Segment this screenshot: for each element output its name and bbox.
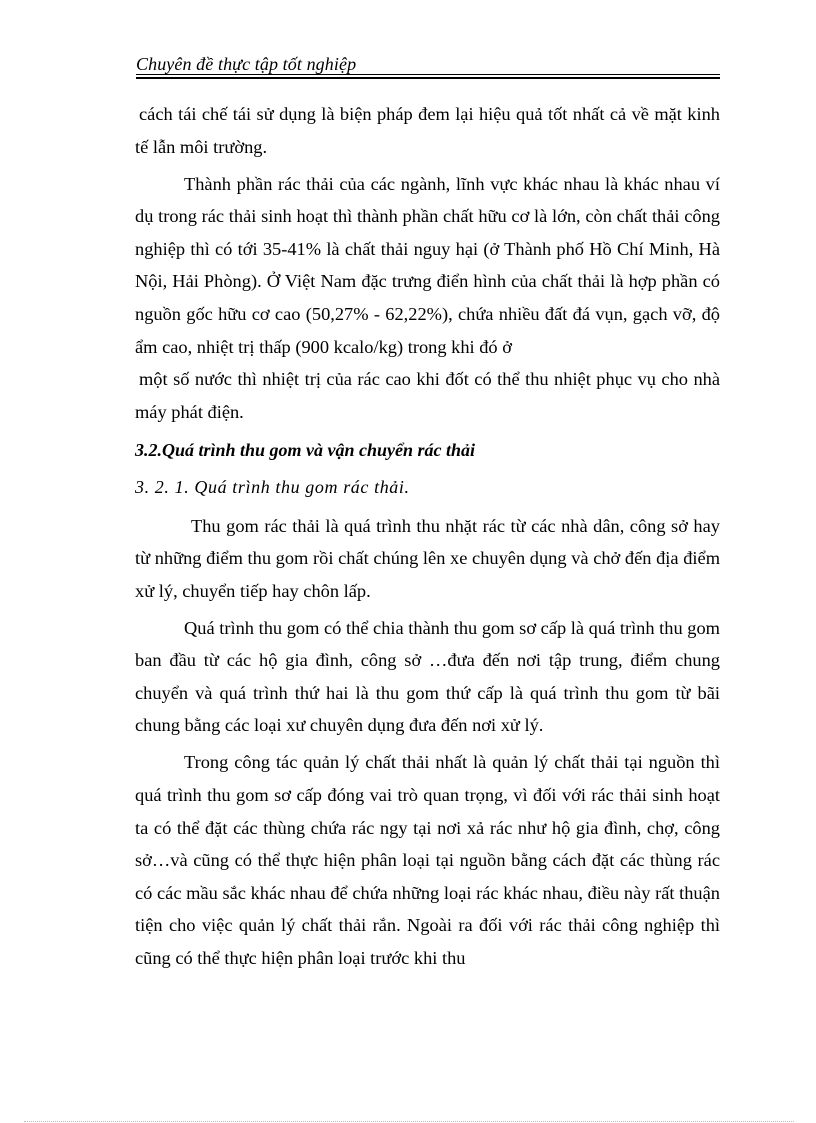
paragraph-3: Thu gom rác thải là quá trình thu nhặt rác từ các nhà dân, công sở hay từ những điểm thu gom rồi chất chúng lên xe chuyên dụng và chở đến địa điểm xử lý, chuyển tiếp hay chôn lấp. xyxy=(135,515,720,601)
paragraph-2-continued: một số nước thì nhiệt trị của rác cao khi đốt có thể thu nhiệt phục vụ cho nhà máy phát điện. xyxy=(135,369,720,422)
header-title: Chuyên đề thực tập tốt nghiệp xyxy=(136,54,357,74)
section-heading: 3.2.Quá trình thu gom và vận chuyển rác thải xyxy=(135,440,476,461)
document-body xyxy=(135,98,720,979)
sub-heading: 3. 2. 1. Quá trình thu gom rác thải. xyxy=(135,476,410,497)
paragraph-4: Quá trình thu gom có thể chia thành thu gom sơ cấp là quá trình thu gom ban đầu từ các hộ gia đình, công sở …đưa đến nơi tập trung, điểm chung chuyển và quá trình thứ hai là thu gom thứ cấp là quá trình thu gom từ bãi chung bằng các loại xư chuyên dụng đưa đến nơi xử lý. xyxy=(135,617,720,736)
page-header xyxy=(136,54,720,78)
paragraph-2: Thành phần rác thải của các ngành, lĩnh vực khác nhau là khác nhau ví dụ trong rác thải sinh hoạt thì thành phần chất hữu cơ là lớn, còn chất thải công nghiệp thì có tới 35-41% là chất thải nguy hại (ở Thành phố Hồ Chí Minh, Hà Nội, Hải Phòng). Ở Việt Nam đặc trưng điển hình của chất thải là hợp phần có nguồn gốc hữu cơ cao (50,27% - 62,22%), chứa nhiều đất đá vụn, gạch vỡ, độ ẩm cao, nhiệt trị thấp (900 kcalo/kg) trong khi đó ở xyxy=(135,173,720,357)
header-rule-thick xyxy=(136,77,720,79)
paragraph-1: cách tái chế tái sử dụng là biện pháp đem lại hiệu quả tốt nhất cả về mặt kinh tế lẫn môi trường. xyxy=(135,104,720,157)
paragraph-5: Trong công tác quản lý chất thải nhất là quản lý chất thải tại nguồn thì quá trình thu gom sơ cấp đóng vai trò quan trọng, vì đối với rác thải sinh hoạt ta có thể đặt các thùng chứa rác ngy tại nơi xả rác như hộ gia đình, chợ, công sở…và cũng có thể thực hiện phân loại tại nguồn bằng cách đặt các thùng rác có các mầu sắc khác nhau để chứa những loại rác khác nhau, điều này rất thuận tiện cho việc quản lý chất thải rắn. Ngoài ra đối với rác thải công nghiệp thì cũng có thể thực hiện phân loại trước khi thu xyxy=(135,752,720,969)
header-rule-thin xyxy=(136,74,720,75)
page-bottom-dotted-rule xyxy=(24,1121,794,1122)
